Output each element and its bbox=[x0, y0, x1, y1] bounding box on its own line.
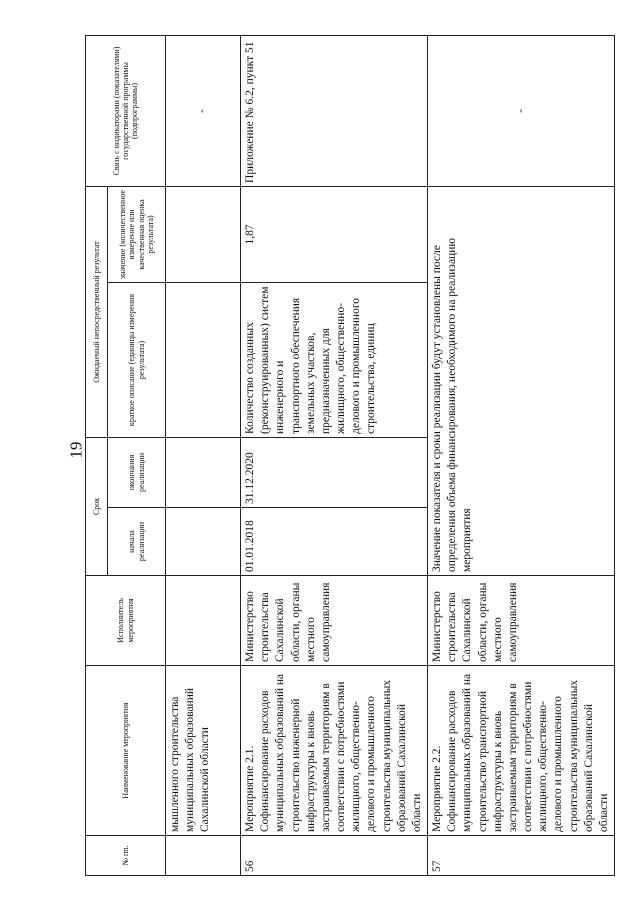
row-link: - bbox=[166, 35, 241, 186]
row-value: 1,87 bbox=[241, 186, 428, 282]
row-executor: Министерство строительства Сахалинской области, органы местного самоуправления bbox=[428, 576, 615, 666]
row-name: мышленного строительства муниципальных образований Сахалинской области bbox=[166, 666, 241, 836]
header-result-desc: краткое описание (единицы измерения результата) bbox=[108, 282, 166, 437]
row-name: Мероприятие 2.2. Софинансирование расходов муниципальных образований на строительство транспортной инфраструктуры к вновь застраиваемым территориям в соответствии с потребностями жилищного, общественно-делового и промышленного строительства муниципальных образований Сахалинской области bbox=[428, 666, 615, 836]
page-number: 19 bbox=[66, 441, 86, 459]
row-num: 57 bbox=[428, 836, 615, 876]
header-term-start: начала реализации bbox=[108, 508, 166, 576]
header-result-value: значение (количественное измерение или качественная оценка результата) bbox=[108, 186, 166, 282]
rotated-table-container bbox=[85, 36, 610, 876]
row-start bbox=[166, 508, 241, 576]
row-end: 31.12.2020 bbox=[241, 437, 428, 507]
row-executor: Министерство строительства Сахалинской области, органы местного самоуправления bbox=[241, 576, 428, 666]
row-link: Приложение № 6.2, пункт 51 bbox=[241, 35, 428, 186]
row-merged-result: Значение показателя и сроки реализации будут установлены после определения объема финансирования, необходимого на реализацию мероприятия bbox=[428, 186, 615, 575]
header-executor: Исполнитель мероприятия bbox=[86, 576, 166, 666]
row-desc: Количество созданных (реконструированных) систем инженерного и транспортного обеспечения земельных участков, предназначенных для жилищного, общественно-делового и промышленного строительства, единиц bbox=[241, 282, 428, 437]
header-term-end: окончания реализации bbox=[108, 437, 166, 507]
header-term: Срок bbox=[86, 437, 108, 575]
row-num bbox=[166, 836, 241, 876]
row-end bbox=[166, 437, 241, 507]
row-value bbox=[166, 186, 241, 282]
header-name: Наименование мероприятия bbox=[86, 666, 166, 836]
row-executor bbox=[166, 576, 241, 666]
row-link: - bbox=[428, 35, 615, 186]
table-row bbox=[428, 35, 615, 875]
header-num: № пп. bbox=[86, 836, 166, 876]
header-link: Связь с индикаторами (показателями) государственной программы (подпрограммы) bbox=[86, 35, 166, 186]
table-row bbox=[166, 35, 241, 875]
measures-table bbox=[85, 35, 615, 876]
row-desc bbox=[166, 282, 241, 437]
row-num: 56 bbox=[241, 836, 428, 876]
header-result: Ожидаемый непосредственный результат bbox=[86, 186, 108, 437]
row-start: 01.01.2018 bbox=[241, 508, 428, 576]
table-row bbox=[241, 35, 428, 875]
row-name: Мероприятие 2.1. Софинансирование расходов муниципальных образований на строительство инженерной инфраструктуры к вновь застраиваемым территориям в соответствии с потребностями жилищного, общественно-делового и промышленного строительства муниципальных образований Сахалинской области bbox=[241, 666, 428, 836]
